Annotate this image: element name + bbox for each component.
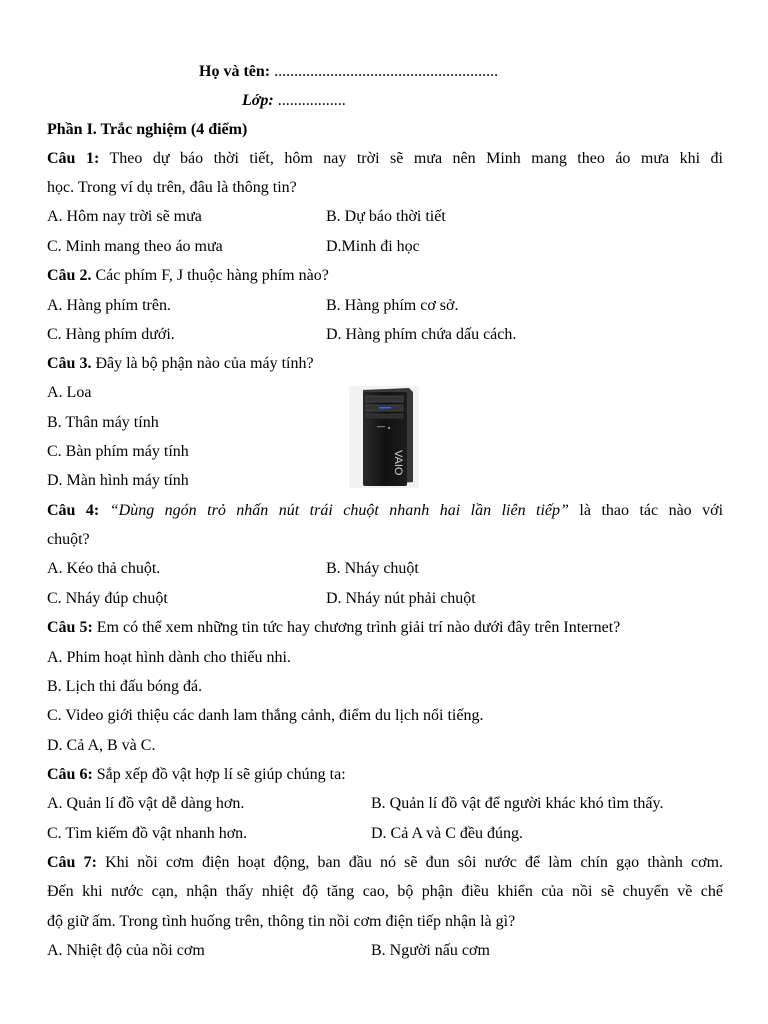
q6-option-a: A. Quản lí đồ vật dễ dàng hơn. (47, 795, 245, 812)
q4-option-b: B. Nháy chuột (326, 560, 419, 577)
q6-option-b: B. Quản lí đồ vật để người khác khó tìm thấy. (371, 795, 664, 812)
q2-label: Câu 2. (47, 267, 92, 284)
q1-option-c: C. Minh mang theo áo mưa (47, 238, 223, 255)
q2-stem (47, 266, 329, 286)
q6-text: Sắp xếp đồ vật hợp lí sẽ giúp chúng ta: (96, 766, 346, 783)
q3-option-d: D. Màn hình máy tính (47, 472, 189, 489)
q5-stem (47, 618, 620, 638)
class-label: Lớp: (242, 92, 274, 109)
q2-text: Các phím F, J thuộc hàng phím nào? (95, 267, 329, 284)
q4-text-rest: là thao tác nào với (579, 502, 724, 519)
q7-option-b: B. Người nấu cơm (371, 942, 490, 959)
q3-label: Câu 3. (47, 355, 92, 372)
q5-option-d: D. Cả A, B và C. (47, 737, 156, 754)
q5-label: Câu 5: (47, 619, 93, 636)
q1-option-b: B. Dự báo thời tiết (326, 208, 446, 225)
q4-stem-line1 (47, 501, 723, 521)
computer-tower-icon (349, 386, 419, 488)
q1-label: Câu 1: (47, 150, 100, 167)
q6-option-c: C. Tìm kiếm đồ vật nhanh hơn. (47, 825, 248, 842)
q7-text-line3: độ giữ ấm. Trong tình huống trên, thông tin nồi cơm điện tiếp nhận là gì? (47, 913, 516, 930)
q2-option-a: A. Hàng phím trên. (47, 297, 171, 314)
q4-text-line2: chuột? (47, 531, 90, 548)
q2-option-b: B. Hàng phím cơ sở. (326, 297, 459, 314)
q3-text: Đây là bộ phận nào của máy tính? (95, 355, 314, 372)
computer-tower-image (349, 386, 419, 488)
q5-option-b: B. Lịch thi đấu bóng đá. (47, 678, 203, 695)
q3-option-b: B. Thân máy tính (47, 414, 159, 431)
q7-text-line2: Đến khi nước cạn, nhận thấy nhiệt độ tăng cao, bộ phận điều khiển của nồi sẽ chuyển về chế (47, 883, 723, 900)
q1-option-a: A. Hôm nay trời sẽ mưa (47, 208, 202, 225)
name-label: Họ và tên: (199, 63, 271, 80)
q1-stem-line1 (47, 149, 723, 169)
q6-label: Câu 6: (47, 766, 93, 783)
q7-stem-line1 (47, 853, 723, 873)
q4-option-d: D. Nháy nút phải chuột (326, 590, 476, 607)
q4-option-a: A. Kéo thả chuột. (47, 560, 161, 577)
q2-option-d: D. Hàng phím chứa dấu cách. (326, 326, 517, 343)
q2-option-c: C. Hàng phím dưới. (47, 326, 175, 343)
q3-stem (47, 354, 314, 374)
q4-label: Câu 4: (47, 502, 100, 519)
vaio-logo: VAIO (392, 450, 404, 476)
q5-option-c: C. Video giới thiệu các danh lam thắng cảnh, điểm du lịch nổi tiếng. (47, 707, 484, 724)
q7-label: Câu 7: (47, 854, 97, 871)
q1-text-line1: Theo dự báo thời tiết, hôm nay trời sẽ mưa nên Minh mang theo áo mưa khi đi (109, 150, 723, 167)
q3-option-c: C. Bàn phím máy tính (47, 443, 189, 460)
q4-quote: “Dùng ngón trỏ nhấn nút trái chuột nhanh hai lần liên tiếp” (109, 502, 569, 519)
q5-text: Em có thể xem những tin tức hay chương trình giải trí nào dưới đây trên Internet? (96, 619, 621, 636)
name-field (199, 62, 498, 82)
name-dots: ........................................................ (274, 63, 499, 80)
q7-option-a: A. Nhiệt độ của nồi cơm (47, 942, 205, 959)
q3-option-a: A. Loa (47, 384, 92, 401)
q5-option-a: A. Phim hoạt hình dành cho thiếu nhi. (47, 649, 291, 666)
section-title: Phần I. Trắc nghiệm (4 điểm) (47, 121, 248, 138)
q7-text-line1: Khi nồi cơm điện hoạt động, ban đầu nó sẽ đun sôi nước để làm chín gạo thành cơm. (105, 854, 724, 871)
class-field (242, 91, 346, 111)
class-dots: ................. (277, 92, 346, 109)
q6-stem (47, 765, 346, 785)
q4-option-c: C. Nháy đúp chuột (47, 590, 168, 607)
q1-text-line2: học. Trong ví dụ trên, đâu là thông tin? (47, 179, 297, 196)
q1-option-d: D.Minh đi học (326, 238, 420, 255)
q6-option-d: D. Cả A và C đều đúng. (371, 825, 523, 842)
